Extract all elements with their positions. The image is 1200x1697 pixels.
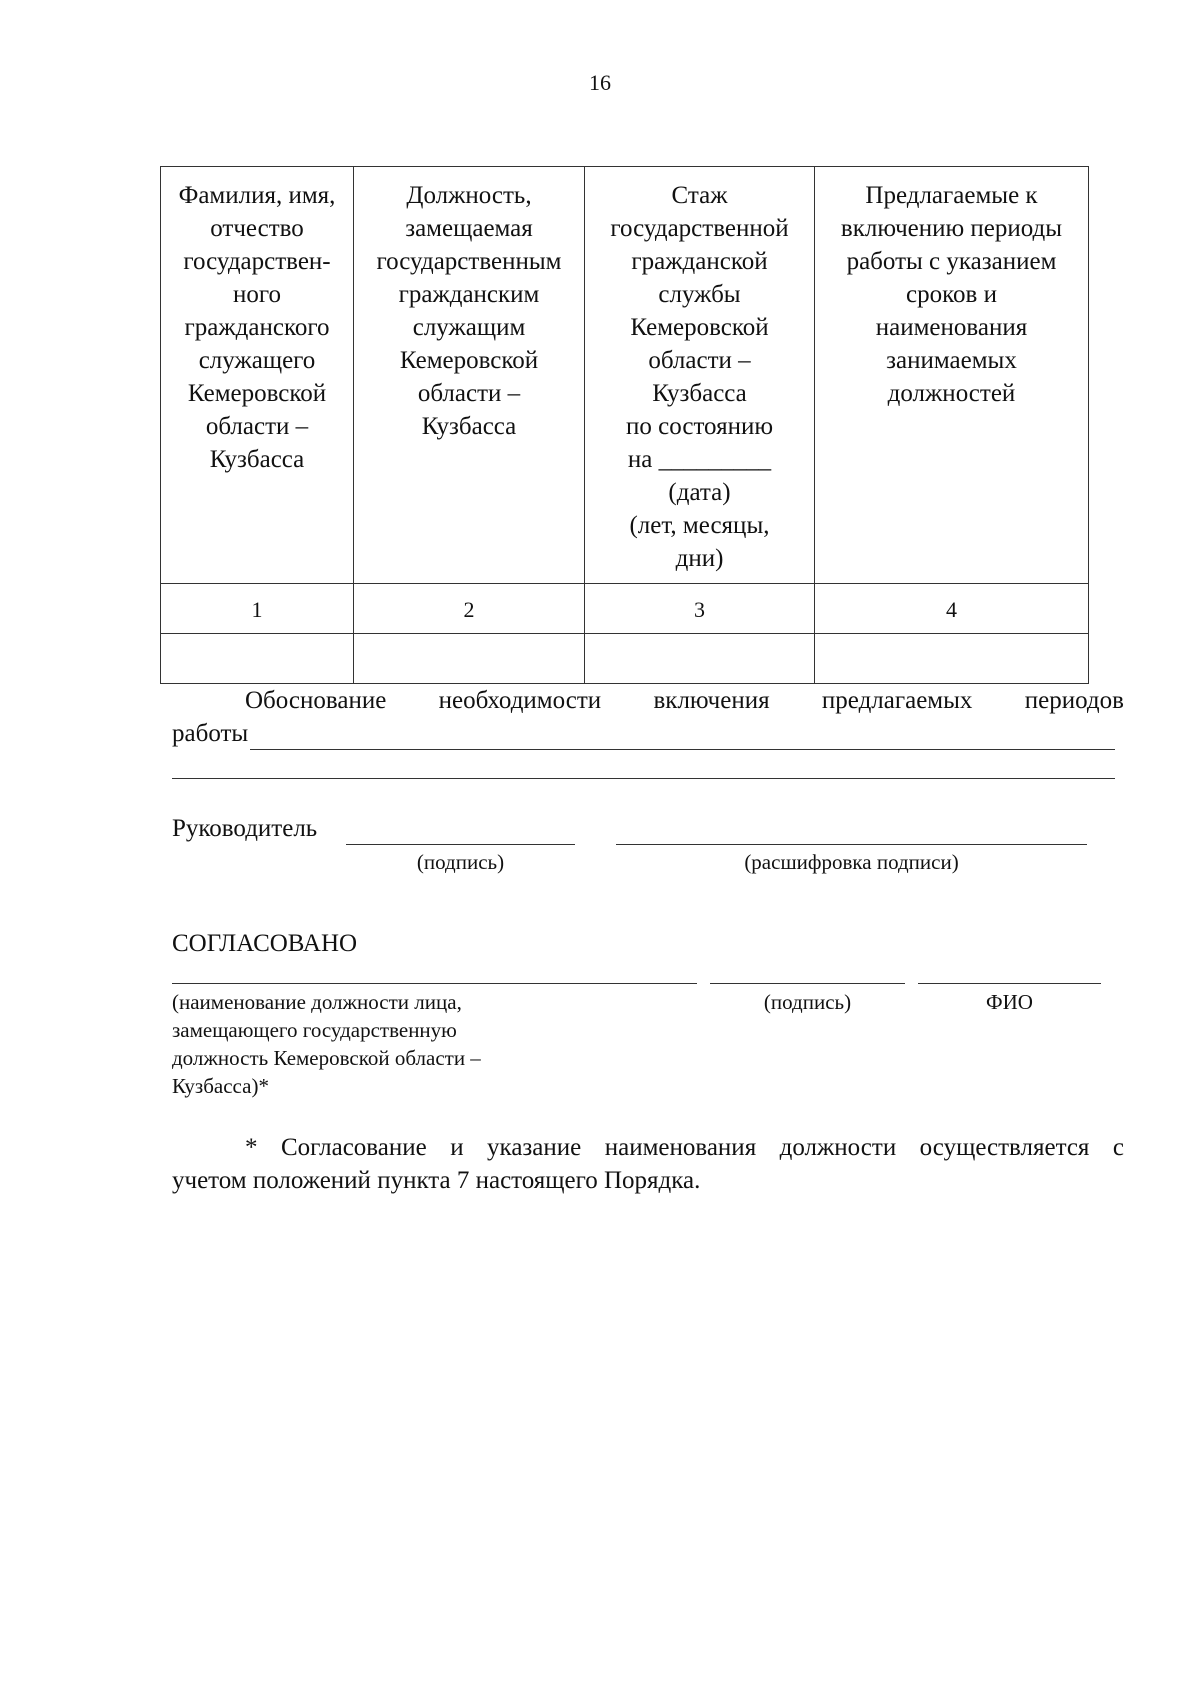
- head-decoding-field[interactable]: [616, 844, 1087, 845]
- justification-word: необходимости: [438, 687, 602, 714]
- table-cell[interactable]: [585, 634, 815, 684]
- justification-field-continued[interactable]: [172, 778, 1115, 779]
- footnote-line-2: учетом положений пункта 7 настоящего Порядка.: [172, 1167, 701, 1194]
- head-label: Руководитель: [172, 815, 318, 842]
- header-position: Должность, замещаемая государственным гражданским служащим Кемеровской области – Кузбасса: [354, 167, 585, 584]
- agreed-name-field[interactable]: [918, 983, 1101, 984]
- justification-word: включения: [653, 687, 770, 714]
- column-number: 4: [815, 584, 1089, 634]
- work-line: [172, 717, 1115, 750]
- table-cell[interactable]: [354, 634, 585, 684]
- table-cell[interactable]: [815, 634, 1089, 684]
- justification-word: периодов: [1024, 687, 1124, 714]
- agreed-signature-caption: (подпись): [763, 990, 852, 1014]
- head-signature-caption: (подпись): [416, 850, 505, 874]
- agreed-signature-field[interactable]: [710, 983, 905, 984]
- table-cell[interactable]: [161, 634, 354, 684]
- table-row: [161, 634, 1089, 684]
- head-decoding-caption: (расшифровка подписи): [744, 850, 959, 874]
- agreed-name-caption: ФИО: [986, 990, 1033, 1014]
- justification-word: предлагаемых: [821, 687, 973, 714]
- periods-table: [160, 166, 1089, 684]
- header-service-length: Стаж государственной гражданской службы Кемеровской области – Кузбасса по состоянию на _________ (дата) (лет, месяцы, дни): [585, 167, 815, 584]
- work-label: работы: [172, 720, 249, 747]
- justification-field[interactable]: [250, 721, 1115, 750]
- agreed-position-field[interactable]: [172, 983, 697, 984]
- page-number: 16: [589, 70, 611, 95]
- column-number: 3: [585, 584, 815, 634]
- justification-word: Обоснование: [245, 687, 387, 714]
- agreed-position-caption: (наименование должности лица, замещающего государственную должность Кемеровской области – Кузбасса)*: [172, 990, 481, 1098]
- table-number-row: [161, 584, 1089, 634]
- column-number: 1: [161, 584, 354, 634]
- agreed-title: СОГЛАСОВАНО: [172, 930, 358, 957]
- footnote-line-1: * Согласование и указание наименования должности осуществляется с: [245, 1134, 1124, 1161]
- header-full-name: Фамилия, имя, отчество государствен- ного гражданского служащего Кемеровской области – Кузбасса: [161, 167, 354, 584]
- column-number: 2: [354, 584, 585, 634]
- header-proposed-periods: Предлагаемые к включению периоды работы с указанием сроков и наименования занимаемых должностей: [815, 167, 1089, 584]
- justification-line: [172, 684, 1124, 717]
- head-signature-field[interactable]: [346, 844, 575, 845]
- table-header-row: [161, 167, 1089, 584]
